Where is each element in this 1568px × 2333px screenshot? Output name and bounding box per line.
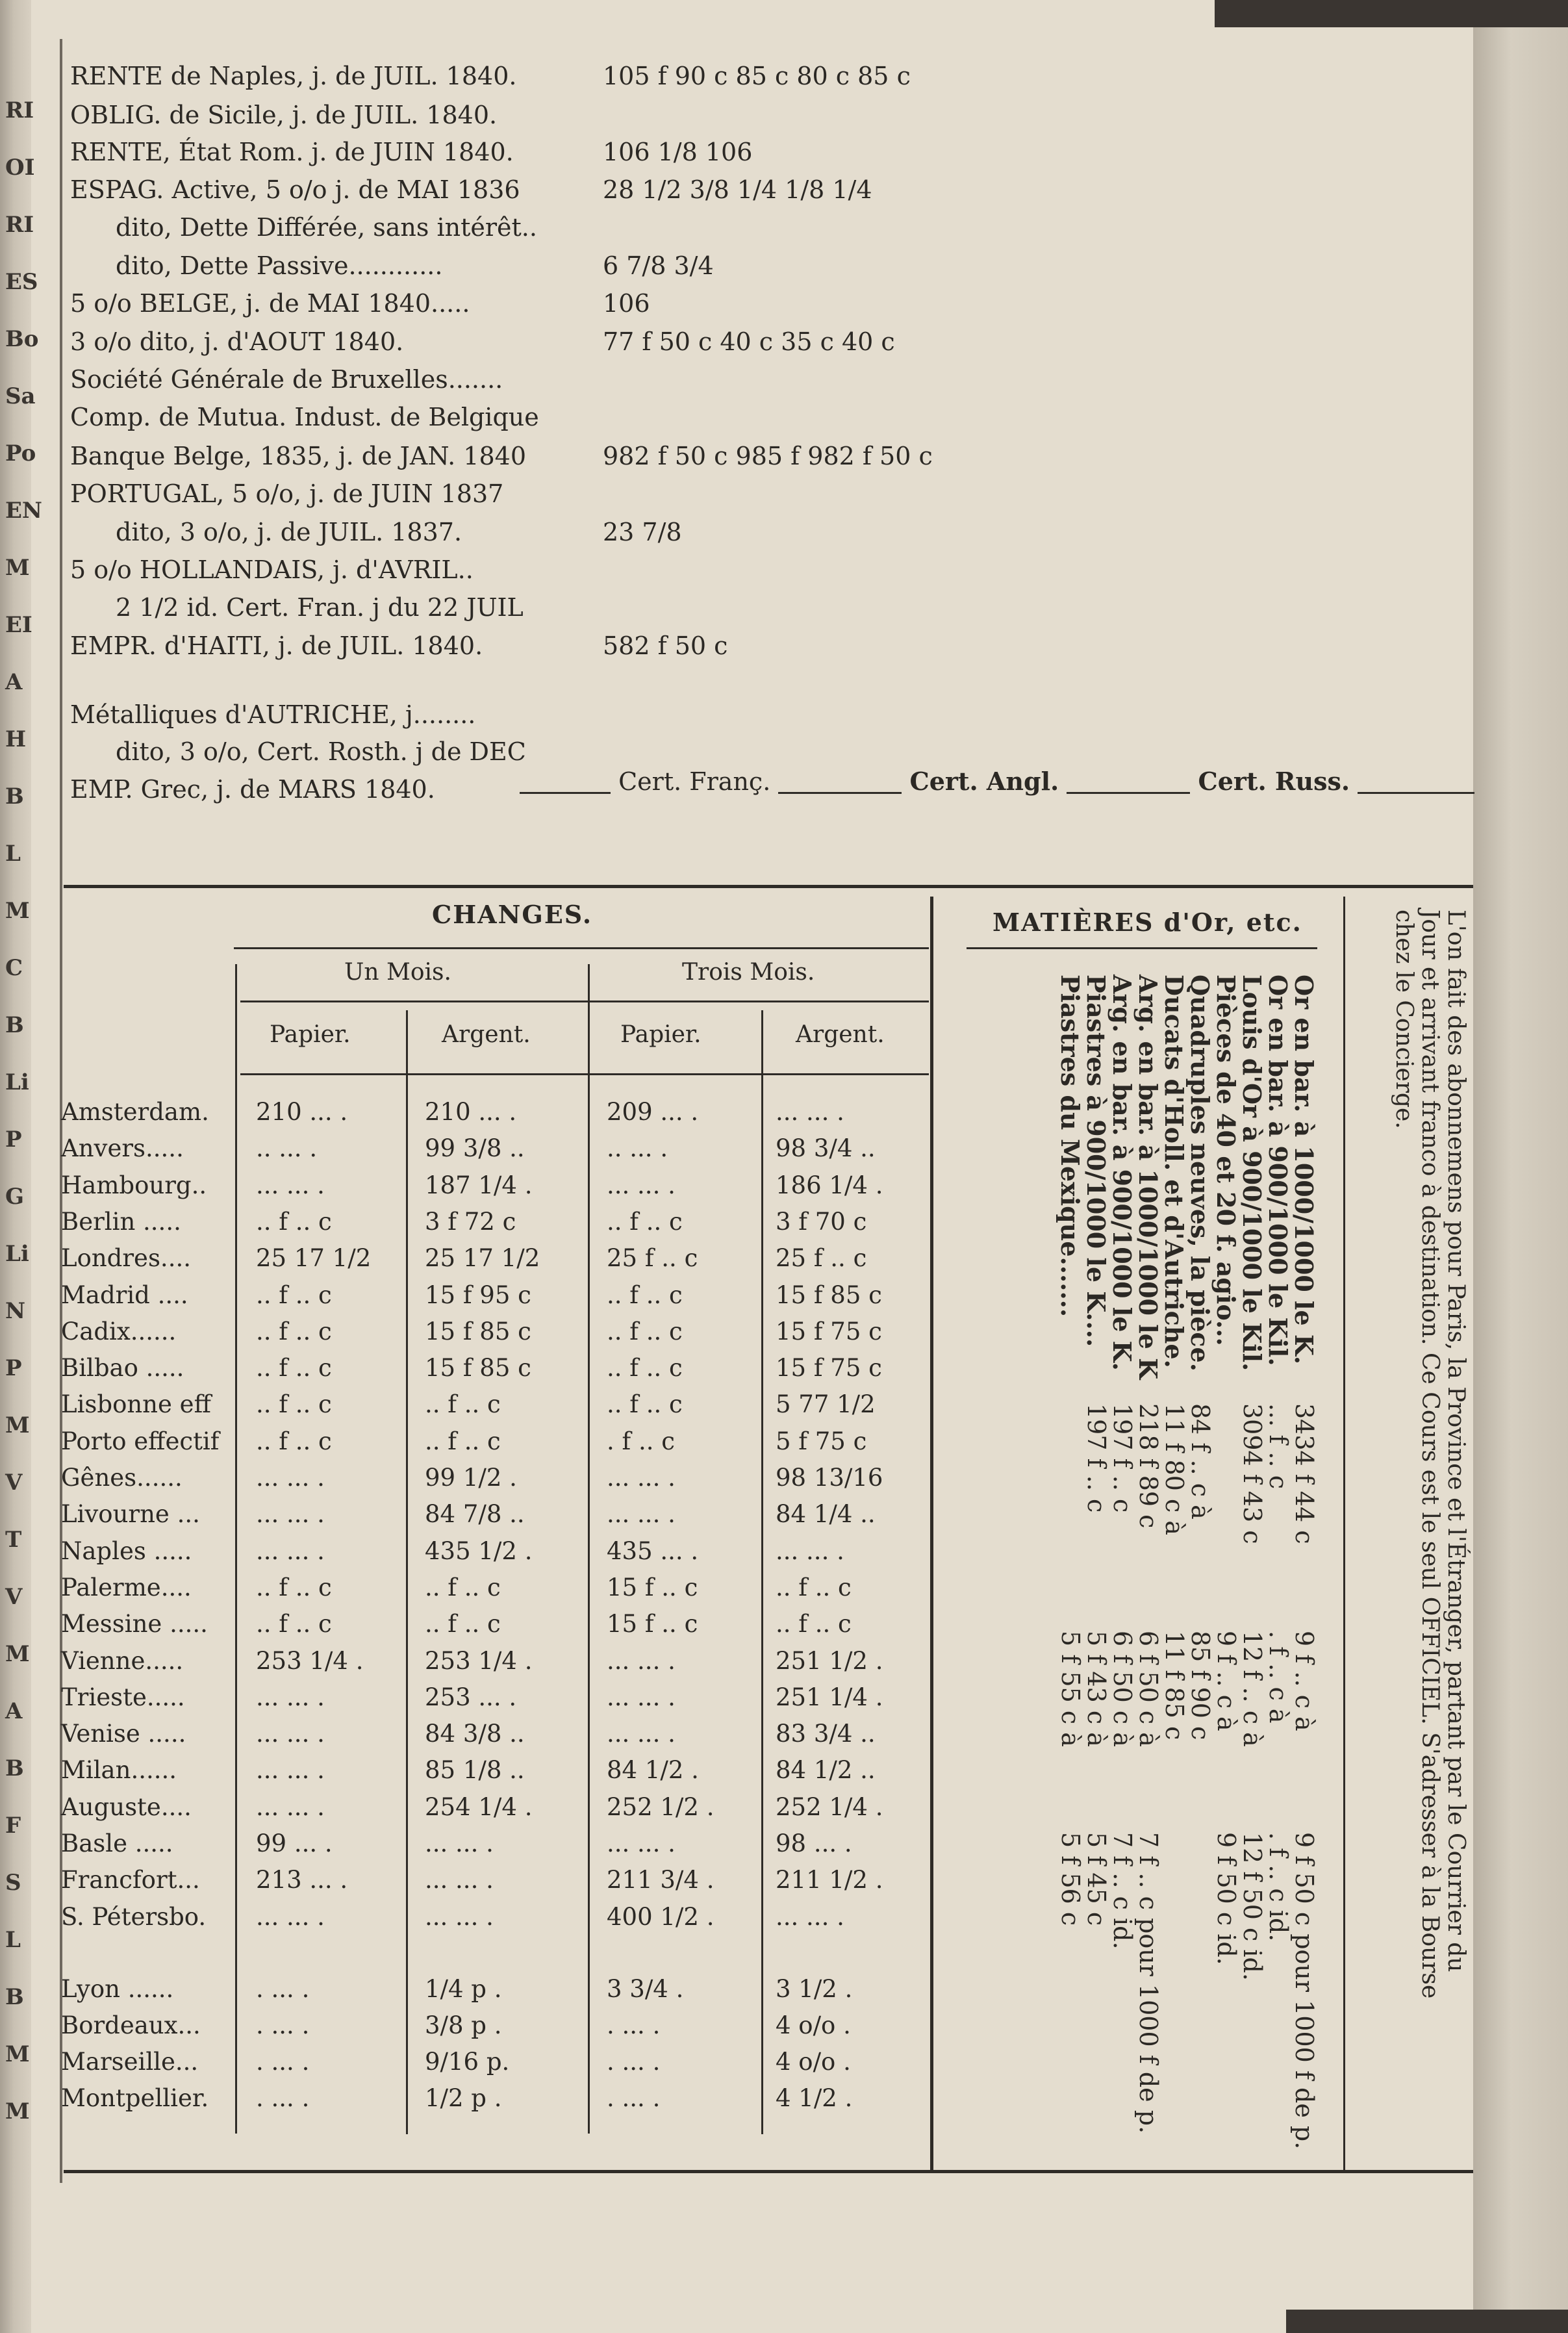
margin-letter: G	[5, 1184, 25, 1210]
margin-letter: M	[5, 1641, 30, 1667]
stock-label: RENTE de Naples, j. de JUIL. 1840.	[70, 62, 517, 90]
margin-letter: H	[5, 726, 27, 752]
un-mois-papier: . ... .	[256, 2048, 310, 2076]
matiere-value-3: 12 f 50 c id.	[1238, 1832, 1267, 1981]
matiere-label: Pièces de 40 et 20 f. agio...	[1211, 975, 1241, 1346]
city-name: Basle .....	[61, 1829, 173, 1857]
margin-letter: B	[5, 1755, 24, 1781]
un-mois-papier: 99 ... .	[256, 1829, 333, 1857]
trois-mois-papier: . f .. c	[607, 1427, 675, 1455]
matiere-value-3: 7 f .. c pour 1000 f de p.	[1134, 1832, 1163, 2134]
trois-mois-papier: 211 3/4 .	[607, 1866, 714, 1894]
trois-mois-papier: . ... .	[607, 2011, 661, 2039]
stock-label: EMPR. d'HAITI, j. de JUIL. 1840.	[70, 631, 483, 660]
trois-mois-papier: ... ... .	[607, 1683, 676, 1711]
un-mois-papier: .. f .. c	[256, 1390, 332, 1419]
matiere-value-3: 7 f .. c id.	[1108, 1832, 1137, 1950]
trois-mois-papier: 435 ... .	[607, 1536, 699, 1565]
un-mois-papier: 210 ... .	[256, 1098, 348, 1126]
un-mois-papier: ... ... .	[256, 1756, 325, 1785]
trois-mois-argent: ... ... .	[776, 1902, 844, 1931]
margin-letter: S	[5, 1870, 21, 1896]
matiere-label: Or en bar. à 1000/1000 le K.	[1289, 975, 1319, 1365]
argent-header-1: Argent.	[442, 1021, 531, 1048]
trois-mois-argent: 15 f 75 c	[776, 1354, 882, 1383]
un-mois-argent: 15 f 85 c	[425, 1354, 531, 1383]
trois-mois-papier: 25 f .. c	[607, 1244, 698, 1273]
stock-value: 106	[603, 289, 650, 318]
scan-dark-edge-bottom	[1286, 2310, 1568, 2333]
matiere-value-1: ... f .. c	[1264, 1403, 1293, 1489]
trois-mois-papier: .. ... .	[607, 1134, 668, 1163]
stock-label: dito, Dette Passive............	[116, 251, 443, 280]
trois-mois-argent: 84 1/4 ..	[776, 1500, 876, 1529]
matiere-value-2: 6 f 50 c à	[1108, 1631, 1137, 1747]
un-mois-argent: .. f .. c	[425, 1427, 501, 1455]
margin-letter: EN	[5, 498, 42, 524]
matiere-value-2: 85 f 90 c	[1186, 1631, 1215, 1740]
margin-letter: F	[5, 1813, 21, 1839]
un-mois-argent: ... ... .	[425, 1829, 494, 1857]
stock-value: 6 7/8 3/4	[603, 251, 714, 280]
margin-letter: Li	[5, 1241, 29, 1267]
trois-mois-papier: 3 3/4 .	[607, 1975, 684, 2003]
margin-letter: Po	[5, 440, 36, 466]
section-rule-bottom	[64, 2170, 1473, 2173]
un-mois-argent: 25 17 1/2	[425, 1244, 540, 1273]
trois-mois-argent: 3 1/2 .	[776, 1975, 853, 2003]
margin-letter: M	[5, 1412, 30, 1438]
margin-letter: B	[5, 1984, 24, 2010]
un-mois-papier: .. f .. c	[256, 1427, 332, 1455]
stock-label: ESPAG. Active, 5 o/o j. de MAI 1836	[70, 175, 520, 204]
cert-fill-line	[520, 767, 1474, 796]
abonnement-line-2: Jour et arrivant franco à destination. Ce Cours est le seul OFFICIEL. S'adresser à la Bourse	[1417, 910, 1443, 1999]
margin-letter: RI	[5, 97, 34, 123]
margin-letter: EI	[5, 612, 32, 638]
un-mois-argent: 435 1/2 .	[425, 1536, 533, 1565]
trois-mois-papier: ... ... .	[607, 1500, 676, 1529]
un-mois-papier: ... ... .	[256, 1902, 325, 1931]
city-name: Palerme....	[61, 1573, 192, 1601]
trois-mois-papier: ... ... .	[607, 1720, 676, 1748]
left-margin-bleed-letters	[5, 97, 42, 2176]
stock-label: Comp. de Mutua. Indust. de Belgique	[70, 403, 539, 431]
stock-label: dito, Dette Différée, sans intérêt..	[116, 213, 537, 242]
column-divider	[930, 897, 933, 2170]
trois-mois-argent: ... ... .	[776, 1098, 844, 1126]
trois-mois-argent: 5 77 1/2	[776, 1390, 876, 1419]
stock-label: RENTE, État Rom. j. de JUIN 1840.	[70, 138, 514, 166]
margin-letter: B	[5, 1012, 24, 1038]
trois-mois-argent: 15 f 85 c	[776, 1281, 882, 1309]
trois-mois-argent: 4 o/o .	[776, 2048, 851, 2076]
matiere-label: Piastres du Mexique.......	[1056, 975, 1085, 1318]
matiere-label: Or en bar. à 900/1000 le Kil.	[1263, 975, 1293, 1366]
section-rule	[64, 885, 1473, 888]
matieres-vrule	[1343, 897, 1345, 2170]
un-mois-argent: ... ... .	[425, 1866, 494, 1894]
city-name: Venise .....	[61, 1720, 186, 1748]
matiere-value-2: 5 f 55 c à	[1056, 1631, 1085, 1747]
margin-letter: A	[5, 669, 23, 695]
un-mois-papier: ... ... .	[256, 1720, 325, 1748]
trois-mois-argent: .. f .. c	[776, 1573, 852, 1601]
city-name: Livourne ...	[61, 1500, 200, 1529]
stock-label: PORTUGAL, 5 o/o, j. de JUIN 1837	[70, 479, 504, 508]
matiere-value-1: 3434 f 44 c	[1290, 1403, 1319, 1544]
un-mois-papier: .. f .. c	[256, 1573, 332, 1601]
cert-russ-label: Cert. Russ.	[1198, 767, 1350, 796]
un-mois-papier: 213 ... .	[256, 1866, 348, 1894]
matiere-label: Louis d'Or à 900/1000 le Kil.	[1237, 975, 1267, 1371]
trois-mois-argent: 98 13/16	[776, 1464, 883, 1492]
margin-letter: M	[5, 898, 30, 924]
stock-label: 3 o/o dito, j. d'AOUT 1840.	[70, 327, 404, 356]
matiere-label: Quadruples neuves, la pièce.	[1185, 975, 1215, 1371]
trois-mois-argent: 98 ... .	[776, 1829, 852, 1857]
trois-mois-papier: .. f .. c	[607, 1354, 683, 1383]
margin-letter: ES	[5, 269, 38, 295]
margin-letter: M	[5, 2098, 30, 2124]
margin-letter: V	[5, 1584, 23, 1610]
stock-value: 28 1/2 3/8 1/4 1/8 1/4	[603, 175, 872, 204]
un-mois-papier: ... ... .	[256, 1792, 325, 1821]
abonnement-line-3: chez le Concierge.	[1391, 910, 1417, 1129]
city-name: Montpellier.	[61, 2084, 209, 2112]
margin-letter: M	[5, 2041, 30, 2067]
city-name: Anvers.....	[61, 1134, 184, 1163]
stock-label: 5 o/o HOLLANDAIS, j. d'AVRIL..	[70, 555, 474, 584]
matiere-value-3: 9 f 50 c pour 1000 f de p.	[1290, 1832, 1319, 2150]
trois-mois-argent: 251 1/2 .	[776, 1646, 883, 1675]
un-mois-papier: ... ... .	[256, 1171, 325, 1199]
trois-mois-argent: 98 3/4 ..	[776, 1134, 876, 1163]
changes-col-rule	[240, 1073, 929, 1075]
trois-mois-papier: 252 1/2 .	[607, 1792, 714, 1821]
cert-franc-label: Cert. Franç.	[618, 767, 771, 796]
un-mois-argent: ... ... .	[425, 1902, 494, 1931]
city-name: Lyon ......	[61, 1975, 174, 2003]
trois-mois-papier: .. f .. c	[607, 1317, 683, 1345]
city-name: Londres....	[61, 1244, 191, 1273]
stock-label: 2 1/2 id. Cert. Fran. j du 22 JUIL	[116, 593, 524, 622]
changes-head-rule	[234, 947, 929, 949]
matiere-value-2: 12 f .. c à	[1238, 1631, 1267, 1747]
un-mois-argent: 210 ... .	[425, 1098, 517, 1126]
margin-letter: C	[5, 955, 23, 981]
stock-label: Métalliques d'AUTRICHE, j........	[70, 700, 476, 729]
stock-label: EMP. Grec, j. de MARS 1840.	[70, 775, 435, 804]
city-name: Amsterdam.	[61, 1098, 209, 1126]
scan-dark-edge-top	[1215, 0, 1568, 27]
city-name: Trieste.....	[61, 1683, 185, 1711]
stock-value: 23 7/8	[603, 518, 682, 546]
city-name: Francfort...	[61, 1866, 200, 1894]
trois-mois-argent: 186 1/4 .	[776, 1171, 883, 1199]
trois-mois-argent: 252 1/4 .	[776, 1792, 883, 1821]
trois-mois-papier: .. f .. c	[607, 1207, 683, 1236]
abonnement-line-1: L'on fait des abonnemens pour Paris, la Province et l'Étranger, partant par le Courrier du	[1443, 910, 1469, 1972]
un-mois-argent: 15 f 85 c	[425, 1317, 531, 1345]
un-mois-papier: . ... .	[256, 2011, 310, 2039]
stock-label: Société Générale de Bruxelles.......	[70, 365, 503, 394]
matiere-value-2: 9 f .. c à	[1290, 1631, 1319, 1731]
matiere-value-1: 197 f .. c	[1082, 1403, 1111, 1513]
stock-value: 982 f 50 c 985 f 982 f 50 c	[603, 442, 933, 470]
changes-title: CHANGES.	[432, 900, 593, 929]
margin-letter: A	[5, 1698, 23, 1724]
stock-value: 77 f 50 c 40 c 35 c 40 c	[603, 327, 895, 356]
city-name: Marseille...	[61, 2048, 199, 2076]
trois-mois-papier: . ... .	[607, 2048, 661, 2076]
margin-letter: P	[5, 1127, 22, 1153]
matieres-head-rule	[967, 947, 1317, 949]
trois-mois-argent: 15 f 75 c	[776, 1317, 882, 1345]
trois-mois-argent: 211 1/2 .	[776, 1866, 883, 1894]
trois-mois-argent: 251 1/4 .	[776, 1683, 883, 1711]
matiere-label: Arg. en bar. à 900/1000 le K.	[1107, 975, 1137, 1371]
city-name: Gênes......	[61, 1464, 183, 1492]
changes-subhead-rule	[240, 1001, 929, 1002]
un-mois-papier: ... ... .	[256, 1683, 325, 1711]
stock-value: 106 1/8 106	[603, 138, 753, 166]
margin-letter: L	[5, 1927, 21, 1953]
stock-label: Banque Belge, 1835, j. de JAN. 1840	[70, 442, 527, 470]
matiere-value-3: 9 f 50 c id.	[1212, 1832, 1241, 1965]
trois-mois-papier: ... ... .	[607, 1464, 676, 1492]
un-mois-papier: .. f .. c	[256, 1354, 332, 1383]
trois-mois-papier: . ... .	[607, 2084, 661, 2112]
matiere-value-2: 9 f .. c à	[1212, 1631, 1241, 1731]
un-mois-argent: 3/8 p .	[425, 2011, 502, 2039]
un-mois-argent: 253 1/4 .	[425, 1646, 533, 1675]
papier-header-2: Papier.	[620, 1021, 702, 1048]
trois-mois-argent: 4 1/2 .	[776, 2084, 853, 2112]
un-mois-papier: 25 17 1/2	[256, 1244, 372, 1273]
trois-mois-argent: 4 o/o .	[776, 2011, 851, 2039]
margin-letter: N	[5, 1298, 26, 1324]
un-mois-papier: .. ... .	[256, 1134, 318, 1163]
city-name: Berlin .....	[61, 1207, 181, 1236]
un-mois-papier: ... ... .	[256, 1536, 325, 1565]
stock-label: 5 o/o BELGE, j. de MAI 1840.....	[70, 289, 470, 318]
trois-mois-argent: 25 f .. c	[776, 1244, 867, 1273]
un-mois-papier: . ... .	[256, 1975, 310, 2003]
un-mois-argent: 254 1/4 .	[425, 1792, 533, 1821]
city-name: Cadix......	[61, 1317, 177, 1345]
stock-label: dito, 3 o/o, j. de JUIL. 1837.	[116, 518, 462, 546]
un-mois-argent: 3 f 72 c	[425, 1207, 516, 1236]
city-name: Madrid ....	[61, 1281, 188, 1309]
trois-mois-papier: 84 1/2 .	[607, 1756, 699, 1785]
argent-header-2: Argent.	[796, 1021, 885, 1048]
margin-letter: OI	[5, 155, 35, 181]
matiere-value-2: 5 f 43 c à	[1082, 1631, 1111, 1747]
un-mois-argent: .. f .. c	[425, 1610, 501, 1638]
trois-mois-papier: 209 ... .	[607, 1098, 699, 1126]
city-name: Messine .....	[61, 1610, 208, 1638]
city-name: Naples .....	[61, 1536, 192, 1565]
papier-header-1: Papier.	[270, 1021, 351, 1048]
trois-mois-papier: .. f .. c	[607, 1390, 683, 1419]
margin-letter: P	[5, 1355, 22, 1381]
un-mois-argent: 15 f 95 c	[425, 1281, 531, 1309]
un-mois-argent: .. f .. c	[425, 1390, 501, 1419]
city-name: Milan......	[61, 1756, 177, 1785]
blank-line	[1358, 792, 1474, 794]
trois-mois-argent: 84 1/2 ..	[776, 1756, 876, 1785]
blank-line	[778, 792, 902, 794]
trois-mois-papier: 15 f .. c	[607, 1573, 698, 1601]
trois-mois-argent: ... ... .	[776, 1536, 844, 1565]
city-name: Porto effectif	[61, 1427, 220, 1455]
un-mois-argent: 99 3/8 ..	[425, 1134, 525, 1163]
un-mois-papier: ... ... .	[256, 1464, 325, 1492]
trois-mois-header: Trois Mois.	[682, 959, 815, 986]
margin-letter: Sa	[5, 383, 36, 409]
margin-letter: B	[5, 784, 24, 810]
un-mois-argent: 253 ... .	[425, 1683, 517, 1711]
margin-letter: M	[5, 555, 30, 581]
un-mois-papier: . ... .	[256, 2084, 310, 2112]
matiere-value-2: . f .. c à	[1264, 1631, 1293, 1724]
margin-letter: Li	[5, 1069, 29, 1095]
changes-vrule	[761, 1010, 763, 2134]
city-name: Bordeaux...	[61, 2011, 201, 2039]
changes-vrule	[406, 1010, 408, 2134]
un-mois-papier: ... ... .	[256, 1500, 325, 1529]
matiere-value-1: 218 f 89 c	[1134, 1403, 1163, 1529]
trois-mois-papier: .. f .. c	[607, 1281, 683, 1309]
matiere-value-1: 11 f 80 c à	[1160, 1403, 1189, 1536]
un-mois-argent: 187 1/4 .	[425, 1171, 533, 1199]
city-name: Auguste....	[61, 1792, 192, 1821]
un-mois-argent: 1/2 p .	[425, 2084, 502, 2112]
city-name: Bilbao .....	[61, 1354, 184, 1383]
un-mois-papier: .. f .. c	[256, 1610, 332, 1638]
un-mois-papier: .. f .. c	[256, 1317, 332, 1345]
city-name: Vienne.....	[61, 1646, 184, 1675]
blank-line	[520, 792, 611, 794]
un-mois-argent: 1/4 p .	[425, 1975, 502, 2003]
matiere-label: Arg. en bar. à 1000/1000 le K	[1133, 975, 1163, 1380]
margin-letter: T	[5, 1527, 22, 1553]
matiere-value-3: . f .. c id.	[1264, 1832, 1293, 1942]
un-mois-header: Un Mois.	[344, 959, 451, 986]
trois-mois-papier: 15 f .. c	[607, 1610, 698, 1638]
matiere-value-2: 6 f 50 c à	[1134, 1631, 1163, 1747]
matiere-value-1: 197 f .. c	[1108, 1403, 1137, 1513]
trois-mois-papier: 400 1/2 .	[607, 1902, 714, 1931]
matiere-value-1: 3094 f 43 c	[1238, 1403, 1267, 1544]
un-mois-argent: 9/16 p.	[425, 2048, 510, 2076]
changes-vrule	[235, 964, 237, 2134]
un-mois-papier: .. f .. c	[256, 1281, 332, 1309]
un-mois-papier: .. f .. c	[256, 1207, 332, 1236]
trois-mois-argent: 3 f 70 c	[776, 1207, 867, 1236]
un-mois-argent: 84 7/8 ..	[425, 1500, 525, 1529]
matiere-label: Piastres à 900/1000 le K....	[1081, 975, 1111, 1347]
changes-vrule	[588, 964, 590, 2134]
trois-mois-papier: ... ... .	[607, 1171, 676, 1199]
margin-letter: L	[5, 841, 21, 867]
matiere-value-1: 84 f .. c à	[1186, 1403, 1215, 1520]
stock-label: OBLIG. de Sicile, j. de JUIL. 1840.	[70, 101, 498, 129]
un-mois-argent: 84 3/8 ..	[425, 1720, 525, 1748]
trois-mois-papier: ... ... .	[607, 1646, 676, 1675]
un-mois-argent: 99 1/2 .	[425, 1464, 517, 1492]
margin-letter: RI	[5, 212, 34, 238]
trois-mois-argent: 83 3/4 ..	[776, 1720, 876, 1748]
matiere-value-3: 5 f 56 c	[1056, 1832, 1085, 1926]
trois-mois-papier: ... ... .	[607, 1829, 676, 1857]
un-mois-papier: 253 1/4 .	[256, 1646, 364, 1675]
trois-mois-argent: .. f .. c	[776, 1610, 852, 1638]
trois-mois-argent: 5 f 75 c	[776, 1427, 867, 1455]
margin-letter: V	[5, 1470, 23, 1496]
stock-label: dito, 3 o/o, Cert. Rosth. j de DEC	[116, 737, 526, 766]
adjacent-page-edge	[1473, 0, 1568, 2333]
stock-value: 582 f 50 c	[603, 631, 728, 660]
stock-value: 105 f 90 c 85 c 80 c 85 c	[603, 62, 911, 90]
cert-angl-label: Cert. Angl.	[909, 767, 1059, 796]
blank-line	[1067, 792, 1190, 794]
un-mois-argent: 85 1/8 ..	[425, 1756, 525, 1785]
matiere-value-3: 5 f 45 c	[1082, 1832, 1111, 1926]
matieres-title: MATIÈRES d'Or, etc.	[993, 908, 1302, 937]
city-name: Hambourg..	[61, 1171, 207, 1199]
matiere-label: Ducats d'Holl. et d'Autriche.	[1159, 975, 1189, 1368]
city-name: Lisbonne eff	[61, 1390, 211, 1419]
margin-letter: Bo	[5, 326, 39, 352]
un-mois-argent: .. f .. c	[425, 1573, 501, 1601]
city-name: S. Pétersbo.	[61, 1902, 207, 1931]
matiere-value-2: 11 f 85 c	[1160, 1631, 1189, 1740]
